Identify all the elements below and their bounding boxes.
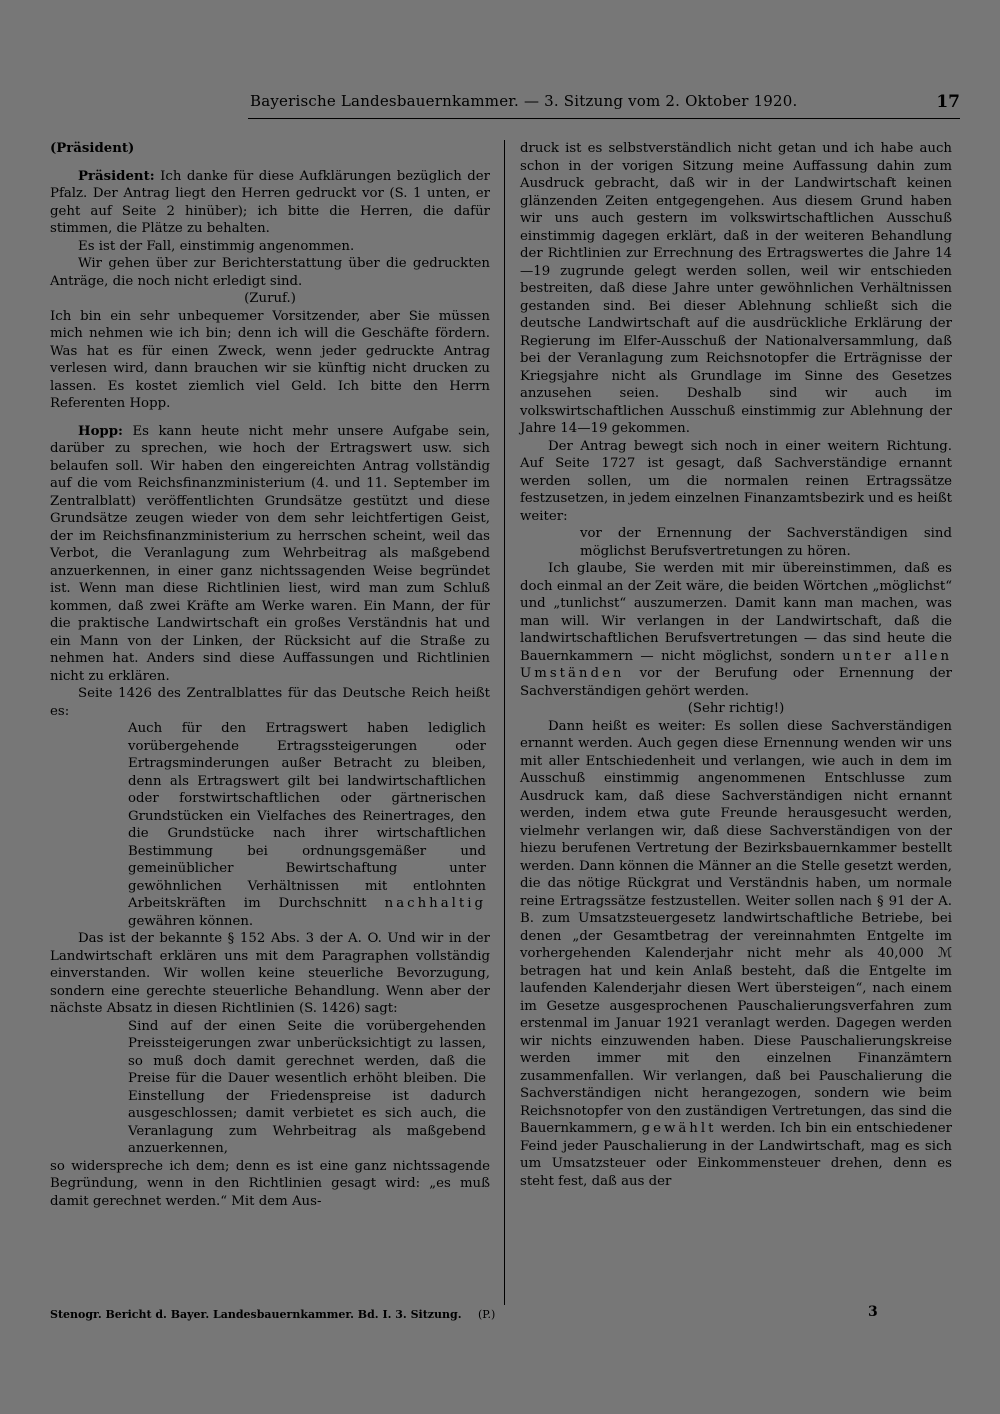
- spaced-emphasis: gewählt: [641, 1121, 717, 1136]
- interjection: (Zuruf.): [244, 291, 296, 306]
- footer-citation: Stenogr. Bericht d. Bayer. Landesbauernkammer. Bd. I. 3. Sitzung.: [50, 1308, 462, 1321]
- header-title: Bayerische Landesbauernkammer. — 3. Sitzung vom 2. Oktober 1920.: [250, 92, 798, 110]
- running-header: [250, 92, 960, 116]
- paragraph: Ich glaube, Sie werden mit mir übereinstimmen, daß es doch einmal an der Zeit wäre, die beiden Wörtchen „möglichst“ und „tunlichst“ auszumerzen. Damit kann man machen, was man will. Wir verlangen in der Landwirtschaft, daß die landwirtschaftlichen Berufsvertretungen — das sind heute die Bauernkammern — nicht möglichst, sondern unter allen Umständen vor der Berufung oder Ernennung der Sachverständigen gehört werden.: [520, 561, 953, 699]
- page-number: 17: [936, 92, 960, 112]
- paragraph: Das ist der bekannte § 152 Abs. 3 der A. O. Und wir in der Landwirtschaft erklären uns mit dem Paragraphen vollständig einverstanden. Wir wollen keine steuerliche Bevorzugung, sondern eine gerechte steuerliche Behandlung. Wenn aber der nächste Absatz in diesen Richtlinien (S. 1426) sagt:: [50, 931, 490, 1016]
- left-column: [50, 140, 490, 1210]
- paragraph: Der Antrag bewegt sich noch in einer weitern Richtung. Auf Seite 1727 ist gesagt, daß Sachverständige ernannt werden sollen, um die normalen reinen Ertragssätze festzusetzen, in jedem einzelnen Finanzamtsbezirk und es heißt weiter:: [520, 438, 952, 524]
- paragraph: Seite 1426 des Zentralblattes für das Deutsche Reich heißt es:: [50, 686, 490, 719]
- right-column: [520, 140, 952, 1190]
- paragraph: Präsident: Ich danke für diese Aufklärungen bezüglich der Pfalz. Der Antrag liegt den Herren gedruckt vor (S. 1 unten, er geht auf Seite 2 hinüber); ich bitte die Herren, die dafür stimmen, die Plätze zu behalten.: [50, 168, 490, 236]
- block-quote: Sind auf der einen Seite die vorübergehenden Preissteigerungen zwar unberücksichtigt zu lassen, so muß doch damit gerechnet werden, daß die Preise für die Dauer wesentlich erhöht bleiben. Die Einstellung der Friedenspreise ist dadurch ausgeschlossen; damit verbietet es sich auch, die Veranlagung zum Wehrbeitrag als maßgebend anzuerkennen,: [128, 1018, 486, 1156]
- paragraph: druck ist es selbstverständlich nicht getan und ich habe auch schon in der vorigen Sitzung meine Auffassung dahin zum Ausdruck gebracht, daß wir in der Landwirtschaft keinen glänzenden Zeiten entgegengehen. Aus diesem Grund haben wir uns auch gestern im volkswirtschaftlichen Ausschuß einstimmig dagegen erklärt, daß in der weiteren Behandlung der Richtlinien zur Errechnung des Ertragswertes die Jahre 14—19 zugrunde gelegt werden sollen, weil wir entschieden bestreiten, daß diese Jahre unter gewöhnlichen Verhältnissen gestanden sind. Bei dieser Ablehnung schließt sich die deutsche Landwirtschaft auf die ausdrückliche Erklärung der Regierung im Elfer-Ausschuß der Nationalversammlung, daß bei der Veranlagung zum Reichsnotopfer die Erträgnisse der Kriegsjahre nicht als Grundlage im Sinne des Gesetzes anzusehen seien. Deshalb sind wir auch im volkswirtschaftlichen Ausschuß einstimmig zur Ablehnung der Jahre 14—19 gekommen.: [520, 141, 952, 436]
- paragraph: Hopp: Es kann heute nicht mehr unsere Aufgabe sein, darüber zu sprechen, wie hoch der Ertragswert usw. sich belaufen soll. Wir haben den eingereichten Antrag vollständig auf die vom Reichsfinanzministerium (4. und 11. September im Zentralblatt) veröffentlichten Grundsätze gestützt und diese Grundsätze zeugen wieder von dem sehr leichtfertigen Geist, der im Reichsfinanzministerium zu herrschen scheint, weil das Verbot, die Veranlagung zum Wehrbeitrag als maßgebend anzuerkennen, in einer ganz nichtssagenden Weise begründet ist. Wenn man diese Richtlinien liest, wird man zum Schluß kommen, daß zwei Kräfte am Werke waren. Ein Mann, der für die praktische Landwirtschaft ein großes Verständnis hat und ein Mann von der Linken, der Rücksicht auf die Straße zu nehmen hat. Anders sind diese Auffassungen und Richtlinien nicht zu erklären.: [50, 423, 490, 684]
- header-rule: [248, 118, 960, 119]
- column-divider: [504, 140, 505, 1305]
- paragraph: Wir gehen über zur Berichterstattung über die gedruckten Anträge, die noch nicht erledigt sind.: [50, 256, 490, 289]
- block-quote: vor der Ernennung der Sachverständigen sind möglichst Berufsvertretungen zu hören.: [580, 526, 952, 559]
- speaker-name: Präsident:: [78, 168, 155, 184]
- speaker-name: Hopp:: [78, 423, 123, 439]
- speaker-heading: (Präsident): [50, 141, 135, 156]
- paragraph: Dann heißt es weiter: Es sollen diese Sachverständigen ernannt werden. Auch gegen diese Ernennung wenden wir uns mit aller Entschiedenheit und verlangen, wie auch in dem im Ausschuß einstimmig angenommenen Entschlusse zum Ausdruck kam, daß diese Sachverständigen nicht ernannt werden, indem etwa gute Freunde herausgesucht werden, vielmehr verlangen wir, daß diese Sachverständigen von der hiezu berufenen Vertretung der Bezirksbauernkammer bestellt werden. Dann können die Männer an die Stelle gesetzt werden, die das nötige Rückgrat und Verständnis haben, um normale reine Ertragssätze festzustellen. Weiter sollen nach § 91 der A. B. zum Umsatzsteuergesetz landwirtschaftliche Betriebe, bei denen „der Gesamtbetrag der vereinnahmten Entgelte im vorhergehenden Kalenderjahr nicht mehr als 40,000 ℳ betragen hat und kein Anlaß besteht, daß die Entgelte im laufenden Kalenderjahr diesen Wert übersteigen“, nach einem im Gesetze ausgesprochenen Pauschalierungsverfahren zum erstenmal im Januar 1921 veranlagt werden. Dagegen werden wir nichts einzuwenden haben. Diese Pauschalierungskreise werden immer mit den einzelnen Finanzämtern zusammenfallen. Wir verlangen, daß bei Pauschalierung die Sachverständigen nicht herangezogen, sondern wie beim Reichsnotopfer von den zuständigen Vertretungen, das sind die Bauernkammern, gewählt werden. Ich bin ein entschiedener Feind jeder Pauschalierung in der Landwirtschaft, mag es sich um Umsatzsteuer oder Einkommensteuer drehen, denn es steht fest, daß aus der: [520, 718, 953, 1189]
- spaced-emphasis: nachhaltig: [384, 896, 486, 911]
- footer-mark: (P.): [478, 1308, 496, 1321]
- interjection: (Sehr richtig!): [687, 701, 785, 716]
- signature-mark: 3: [868, 1304, 878, 1320]
- paragraph: Es ist der Fall, einstimmig angenommen.: [78, 238, 355, 254]
- spaced-emphasis: unter allen Umständen: [520, 648, 953, 681]
- paragraph: so widerspreche ich dem; denn es ist eine ganz nichtssagende Begründung, wenn in den Richtlinien gesagt wird: „es muß damit gerechnet werden.“ Mit dem Aus-: [50, 1158, 490, 1209]
- paragraph: Ich bin ein sehr unbequemer Vorsitzender, aber Sie müssen mich nehmen wie ich bin; denn ich will die Geschäfte fördern. Was hat es für einen Zweck, wenn jeder gedruckte Antrag verlesen wird, dann brauchen wir sie künftig nicht drucken zu lassen. Es kostet ziemlich viel Geld. Ich bitte den Herrn Referenten Hopp.: [50, 308, 490, 411]
- block-quote: Auch für den Ertragswert haben lediglich vorübergehende Ertragssteigerungen oder Ertragsminderungen außer Betracht zu bleiben, denn als Ertragswert gilt bei landwirtschaftlichen oder forstwirtschaftlichen oder gärtnerischen Grundstücken ein Vielfaches des Reinertrages, den die Grundstücke nach ihrer wirtschaftlichen Bestimmung bei ordnungsgemäßer und gemeinüblicher Bewirtschaftung unter gewöhnlichen Verhältnissen mit entlohnten Arbeitskräften im Durchschnitt nachhaltig gewähren können.: [128, 721, 486, 929]
